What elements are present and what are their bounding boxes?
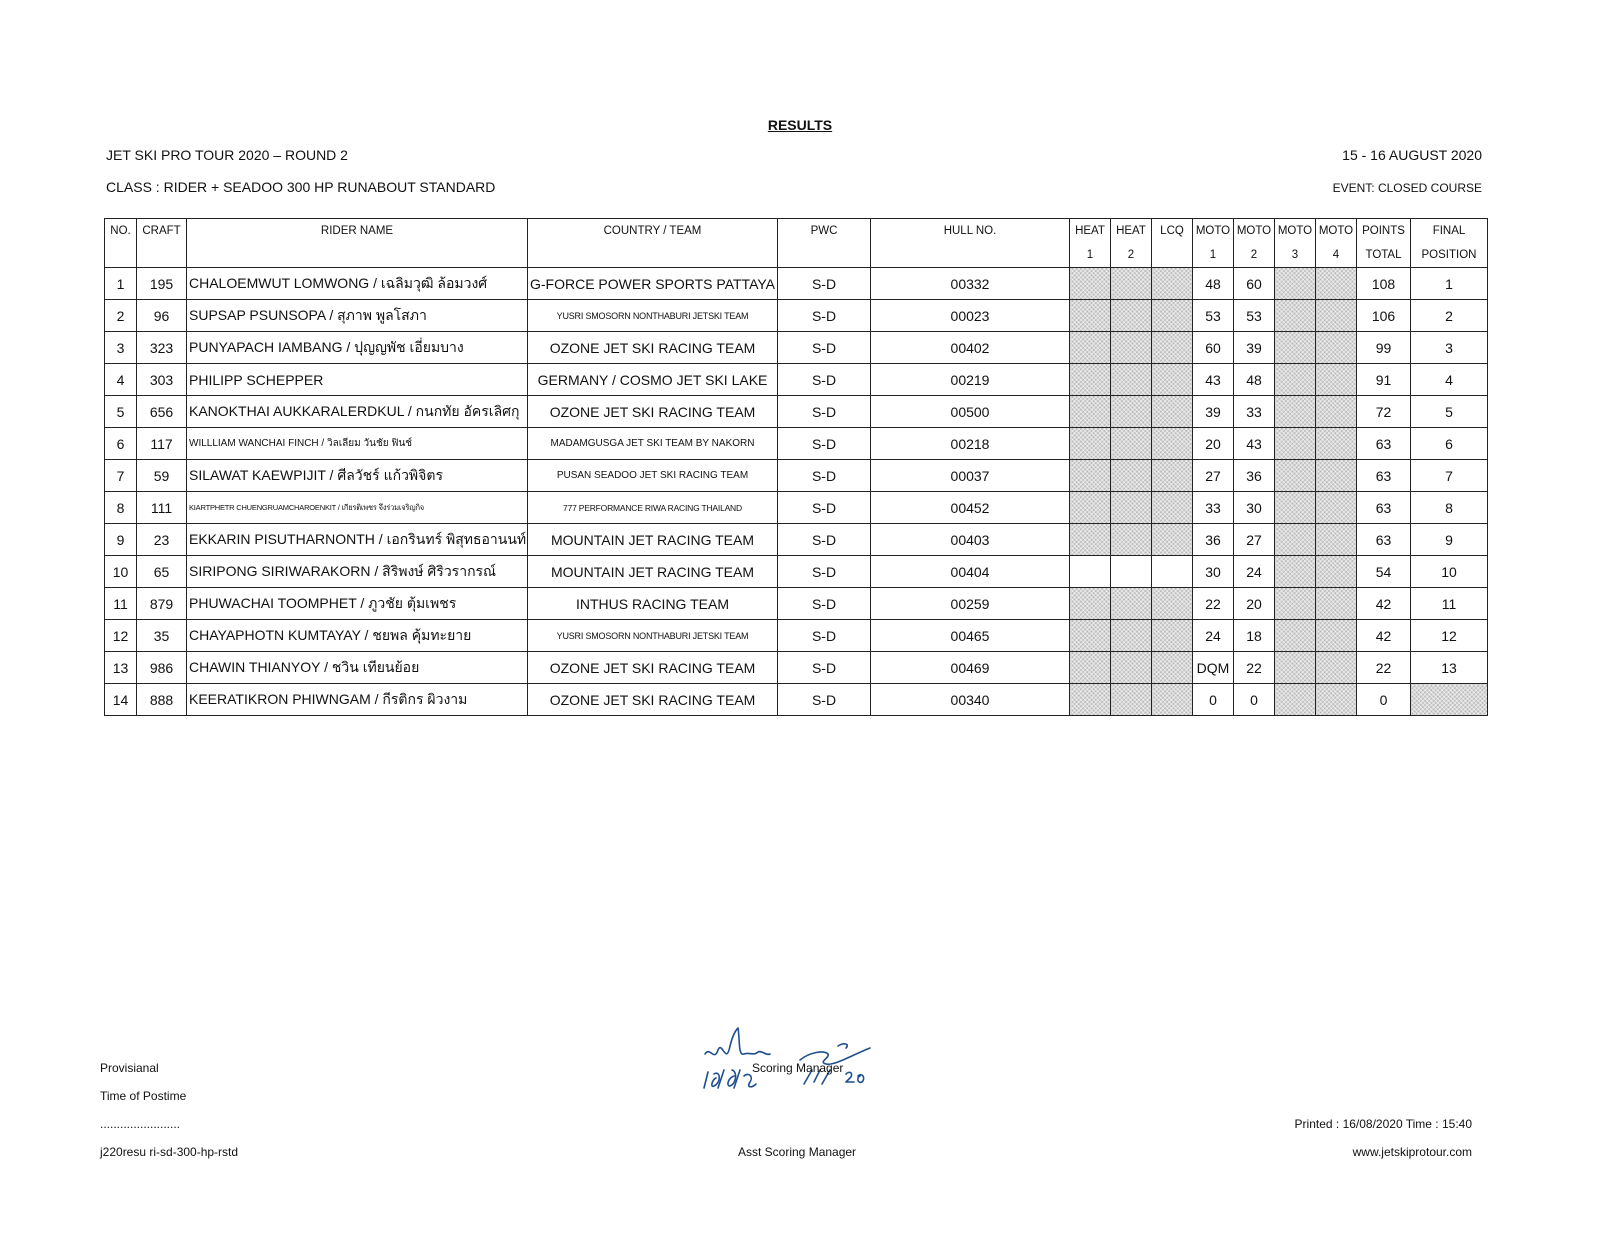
cell-moto-3 — [1275, 300, 1316, 332]
cell-moto-2: 0 — [1234, 684, 1275, 716]
cell-heat-2 — [1111, 556, 1152, 588]
header-pwc: PWC — [778, 219, 871, 244]
cell-heat-1 — [1070, 588, 1111, 620]
header-moto-1-num: 1 — [1193, 243, 1234, 268]
cell-moto-4 — [1316, 684, 1357, 716]
cell-final: 12 — [1411, 620, 1488, 652]
cell-moto-3 — [1275, 268, 1316, 300]
cell-craft: 888 — [137, 684, 187, 716]
cell-points: 42 — [1357, 620, 1411, 652]
cell-moto-3 — [1275, 332, 1316, 364]
cell-no: 6 — [105, 428, 137, 460]
table-row — [105, 556, 1488, 588]
cell-points: 63 — [1357, 460, 1411, 492]
cell-rider: PHUWACHAI TOOMPHET / ภูวชัย ตุ้มเพชร — [187, 588, 528, 620]
cell-rider: SUPSAP PSUNSOPA / สุภาพ พูลโสภา — [187, 300, 528, 332]
event-name: JET SKI PRO TOUR 2020 – ROUND 2 — [106, 147, 348, 163]
cell-points: 99 — [1357, 332, 1411, 364]
cell-hull: 00500 — [871, 396, 1070, 428]
cell-final: 7 — [1411, 460, 1488, 492]
header-heat-1: HEAT — [1070, 219, 1111, 244]
cell-points: 106 — [1357, 300, 1411, 332]
cell-final — [1411, 684, 1488, 716]
cell-final: 6 — [1411, 428, 1488, 460]
cell-craft: 195 — [137, 268, 187, 300]
cell-moto-4 — [1316, 364, 1357, 396]
cell-no: 9 — [105, 524, 137, 556]
cell-hull: 00023 — [871, 300, 1070, 332]
printed-timestamp: Printed : 16/08/2020 Time : 15:40 — [1294, 1117, 1472, 1131]
cell-hull: 00403 — [871, 524, 1070, 556]
table-row — [105, 396, 1488, 428]
cell-hull: 00465 — [871, 620, 1070, 652]
header-moto-2: MOTO — [1234, 219, 1275, 244]
table-row — [105, 684, 1488, 716]
cell-country: GERMANY / COSMO JET SKI LAKE — [528, 364, 778, 396]
header-craft: CRAFT — [137, 219, 187, 244]
cell-heat-2 — [1111, 652, 1152, 684]
cell-heat-2 — [1111, 620, 1152, 652]
event-label: EVENT: CLOSED COURSE — [1332, 181, 1482, 195]
cell-hull: 00037 — [871, 460, 1070, 492]
cell-rider: KIARTPHETR CHUENGRUAMCHAROENKIT / เกียรติเพชร จึงร่วมเจริญกิจ — [187, 492, 528, 524]
cell-moto-3 — [1275, 620, 1316, 652]
cell-lcq — [1152, 492, 1193, 524]
cell-heat-1 — [1070, 460, 1111, 492]
cell-rider: CHAWIN THIANYOY / ชวิน เทียนย้อย — [187, 652, 528, 684]
cell-points: 42 — [1357, 588, 1411, 620]
header-heat-2: HEAT — [1111, 219, 1152, 244]
cell-final: 13 — [1411, 652, 1488, 684]
cell-pwc: S-D — [778, 364, 871, 396]
cell-hull: 00340 — [871, 684, 1070, 716]
cell-moto-2: 60 — [1234, 268, 1275, 300]
cell-no: 3 — [105, 332, 137, 364]
cell-moto-3 — [1275, 428, 1316, 460]
cell-moto-3 — [1275, 492, 1316, 524]
cell-pwc: S-D — [778, 428, 871, 460]
cell-moto-2: 53 — [1234, 300, 1275, 332]
cell-craft: 656 — [137, 396, 187, 428]
cell-no: 5 — [105, 396, 137, 428]
cell-moto-4 — [1316, 492, 1357, 524]
header-no: NO. — [105, 219, 137, 244]
cell-heat-2 — [1111, 524, 1152, 556]
cell-hull: 00404 — [871, 556, 1070, 588]
cell-no: 2 — [105, 300, 137, 332]
table-row — [105, 428, 1488, 460]
header-heat-2-num: 2 — [1111, 243, 1152, 268]
cell-hull: 00218 — [871, 428, 1070, 460]
cell-heat-2 — [1111, 300, 1152, 332]
cell-heat-2 — [1111, 364, 1152, 396]
cell-hull: 00452 — [871, 492, 1070, 524]
cell-moto-1: 48 — [1193, 268, 1234, 300]
cell-moto-4 — [1316, 268, 1357, 300]
cell-points: 108 — [1357, 268, 1411, 300]
cell-no: 13 — [105, 652, 137, 684]
cell-final: 10 — [1411, 556, 1488, 588]
cell-rider: KEERATIKRON PHIWNGAM / กีรติกร ผิวงาม — [187, 684, 528, 716]
cell-moto-1: 20 — [1193, 428, 1234, 460]
cell-heat-1 — [1070, 556, 1111, 588]
asst-scoring-manager-label: Asst Scoring Manager — [738, 1145, 857, 1159]
cell-moto-4 — [1316, 428, 1357, 460]
cell-pwc: S-D — [778, 332, 871, 364]
table-row — [105, 364, 1488, 396]
header-lcq: LCQ — [1152, 219, 1193, 244]
cell-heat-2 — [1111, 492, 1152, 524]
cell-no: 7 — [105, 460, 137, 492]
cell-heat-2 — [1111, 428, 1152, 460]
cell-heat-2 — [1111, 684, 1152, 716]
cell-no: 4 — [105, 364, 137, 396]
cell-hull: 00469 — [871, 652, 1070, 684]
cell-pwc: S-D — [778, 524, 871, 556]
header-moto-4: MOTO — [1316, 219, 1357, 244]
cell-points: 63 — [1357, 428, 1411, 460]
table-row — [105, 588, 1488, 620]
cell-heat-2 — [1111, 332, 1152, 364]
cell-craft: 117 — [137, 428, 187, 460]
cell-moto-2: 43 — [1234, 428, 1275, 460]
cell-lcq — [1152, 332, 1193, 364]
cell-final: 2 — [1411, 300, 1488, 332]
cell-moto-3 — [1275, 684, 1316, 716]
class-label: CLASS : RIDER + SEADOO 300 HP RUNABOUT STANDARD — [106, 179, 496, 195]
header-moto-2-num: 2 — [1234, 243, 1275, 268]
cell-craft: 59 — [137, 460, 187, 492]
cell-heat-2 — [1111, 396, 1152, 428]
header-moto-3-num: 3 — [1275, 243, 1316, 268]
header-moto-4-num: 4 — [1316, 243, 1357, 268]
cell-lcq — [1152, 268, 1193, 300]
cell-heat-1 — [1070, 524, 1111, 556]
cell-no: 11 — [105, 588, 137, 620]
cell-moto-4 — [1316, 556, 1357, 588]
cell-heat-1 — [1070, 364, 1111, 396]
cell-lcq — [1152, 428, 1193, 460]
cell-lcq — [1152, 652, 1193, 684]
cell-moto-4 — [1316, 652, 1357, 684]
cell-rider: KANOKTHAI AUKKARALERDKUL / กนกทัย อัครเลิศกุ — [187, 396, 528, 428]
cell-craft: 96 — [137, 300, 187, 332]
cell-moto-2: 18 — [1234, 620, 1275, 652]
cell-final: 8 — [1411, 492, 1488, 524]
header-moto-3: MOTO — [1275, 219, 1316, 244]
table-row — [105, 492, 1488, 524]
cell-country: MADAMGUSGA JET SKI TEAM BY NAKORN — [528, 428, 778, 460]
cell-rider: CHAYAPHOTN KUMTAYAY / ชยพล คุ้มทะยาย — [187, 620, 528, 652]
cell-craft: 986 — [137, 652, 187, 684]
cell-points: 22 — [1357, 652, 1411, 684]
cell-rider: CHALOEMWUT LOMWONG / เฉลิมวุฒิ ล้อมวงศ์ — [187, 268, 528, 300]
cell-craft: 323 — [137, 332, 187, 364]
cell-pwc: S-D — [778, 620, 871, 652]
cell-pwc: S-D — [778, 492, 871, 524]
cell-heat-1 — [1070, 300, 1111, 332]
cell-heat-1 — [1070, 684, 1111, 716]
cell-rider: WILLLIAM WANCHAI FINCH / วิลเลียม วันชัย ฟินช์ — [187, 428, 528, 460]
cell-moto-3 — [1275, 524, 1316, 556]
cell-no: 1 — [105, 268, 137, 300]
cell-country: OZONE JET SKI RACING TEAM — [528, 652, 778, 684]
table-row — [105, 652, 1488, 684]
cell-rider: PUNYAPACH IAMBANG / ปุญญพัช เอี่ยมบาง — [187, 332, 528, 364]
cell-moto-1: 22 — [1193, 588, 1234, 620]
cell-moto-2: 30 — [1234, 492, 1275, 524]
cell-pwc: S-D — [778, 396, 871, 428]
cell-craft: 303 — [137, 364, 187, 396]
cell-moto-1: 39 — [1193, 396, 1234, 428]
header-final-position: POSITION — [1411, 243, 1488, 268]
cell-points: 0 — [1357, 684, 1411, 716]
cell-moto-2: 48 — [1234, 364, 1275, 396]
cell-heat-1 — [1070, 652, 1111, 684]
cell-moto-2: 39 — [1234, 332, 1275, 364]
cell-points: 63 — [1357, 524, 1411, 556]
cell-hull: 00219 — [871, 364, 1070, 396]
cell-moto-3 — [1275, 460, 1316, 492]
cell-heat-1 — [1070, 268, 1111, 300]
cell-country: PUSAN SEADOO JET SKI RACING TEAM — [528, 460, 778, 492]
header-heat-1-num: 1 — [1070, 243, 1111, 268]
cell-moto-2: 27 — [1234, 524, 1275, 556]
cell-moto-3 — [1275, 556, 1316, 588]
cell-final: 5 — [1411, 396, 1488, 428]
cell-country: G-FORCE POWER SPORTS PATTAYA — [528, 268, 778, 300]
cell-heat-2 — [1111, 588, 1152, 620]
table-header — [105, 219, 1488, 268]
time-of-postime-label: Time of Postime — [100, 1089, 187, 1103]
cell-heat-1 — [1070, 428, 1111, 460]
file-code: j220resu ri-sd-300-hp-rstd — [100, 1145, 239, 1159]
cell-heat-1 — [1070, 620, 1111, 652]
cell-heat-1 — [1070, 396, 1111, 428]
header-hull-no: HULL NO. — [871, 219, 1070, 244]
cell-country: OZONE JET SKI RACING TEAM — [528, 332, 778, 364]
cell-moto-4 — [1316, 396, 1357, 428]
cell-rider: EKKARIN PISUTHARNONTH / เอกรินทร์ พิสุทธอานนท์ — [187, 524, 528, 556]
cell-moto-1: 0 — [1193, 684, 1234, 716]
cell-moto-1: 24 — [1193, 620, 1234, 652]
cell-moto-1: 27 — [1193, 460, 1234, 492]
cell-lcq — [1152, 620, 1193, 652]
cell-lcq — [1152, 524, 1193, 556]
table-row — [105, 300, 1488, 332]
cell-moto-4 — [1316, 524, 1357, 556]
cell-pwc: S-D — [778, 588, 871, 620]
cell-final: 1 — [1411, 268, 1488, 300]
cell-rider: SIRIPONG SIRIWARAKORN / สิริพงษ์ ศิริวรากรณ์ — [187, 556, 528, 588]
cell-moto-1: 60 — [1193, 332, 1234, 364]
website-link[interactable]: www.jetskiprotour.com — [1352, 1145, 1472, 1159]
cell-moto-4 — [1316, 620, 1357, 652]
header-final: FINAL — [1411, 219, 1488, 244]
cell-moto-4 — [1316, 300, 1357, 332]
cell-country: YUSRI SMOSORN NONTHABURI JETSKI TEAM — [528, 620, 778, 652]
cell-points: 72 — [1357, 396, 1411, 428]
cell-no: 10 — [105, 556, 137, 588]
cell-final: 4 — [1411, 364, 1488, 396]
cell-hull: 00259 — [871, 588, 1070, 620]
cell-lcq — [1152, 556, 1193, 588]
header-points-total: TOTAL — [1357, 243, 1411, 268]
cell-moto-1: 36 — [1193, 524, 1234, 556]
cell-lcq — [1152, 460, 1193, 492]
cell-country: MOUNTAIN JET RACING TEAM — [528, 524, 778, 556]
cell-pwc: S-D — [778, 268, 871, 300]
cell-craft: 23 — [137, 524, 187, 556]
cell-moto-2: 36 — [1234, 460, 1275, 492]
page-title: RESULTS — [767, 117, 833, 133]
table-row — [105, 460, 1488, 492]
cell-heat-1 — [1070, 492, 1111, 524]
cell-no: 12 — [105, 620, 137, 652]
table-row — [105, 524, 1488, 556]
cell-craft: 35 — [137, 620, 187, 652]
cell-heat-2 — [1111, 268, 1152, 300]
cell-final: 9 — [1411, 524, 1488, 556]
cell-lcq — [1152, 684, 1193, 716]
event-date: 15 - 16 AUGUST 2020 — [1342, 147, 1482, 163]
cell-pwc: S-D — [778, 652, 871, 684]
cell-points: 63 — [1357, 492, 1411, 524]
cell-heat-2 — [1111, 460, 1152, 492]
cell-lcq — [1152, 300, 1193, 332]
results-table — [104, 218, 1488, 716]
cell-pwc: S-D — [778, 556, 871, 588]
cell-country: 777 PERFORMANCE RIWA RACING THAILAND — [528, 492, 778, 524]
cell-points: 91 — [1357, 364, 1411, 396]
scoring-manager-label: Scoring Manager — [752, 1061, 844, 1075]
cell-moto-4 — [1316, 460, 1357, 492]
cell-country: YUSRI SMOSORN NONTHABURI JETSKI TEAM — [528, 300, 778, 332]
cell-moto-2: 24 — [1234, 556, 1275, 588]
table-row — [105, 620, 1488, 652]
header-moto-1: MOTO — [1193, 219, 1234, 244]
cell-pwc: S-D — [778, 684, 871, 716]
cell-hull: 00332 — [871, 268, 1070, 300]
cell-lcq — [1152, 588, 1193, 620]
table-row — [105, 268, 1488, 300]
cell-moto-1: 30 — [1193, 556, 1234, 588]
cell-hull: 00402 — [871, 332, 1070, 364]
cell-rider: SILAWAT KAEWPIJIT / ศีลวัชร์ แก้วพิจิตร — [187, 460, 528, 492]
cell-pwc: S-D — [778, 460, 871, 492]
cell-no: 8 — [105, 492, 137, 524]
cell-country: INTHUS RACING TEAM — [528, 588, 778, 620]
cell-lcq — [1152, 396, 1193, 428]
cell-final: 3 — [1411, 332, 1488, 364]
header-country-team: COUNTRY / TEAM — [528, 219, 778, 244]
cell-country: OZONE JET SKI RACING TEAM — [528, 396, 778, 428]
cell-moto-3 — [1275, 652, 1316, 684]
cell-heat-1 — [1070, 332, 1111, 364]
cell-moto-1: 43 — [1193, 364, 1234, 396]
cell-moto-3 — [1275, 364, 1316, 396]
cell-lcq — [1152, 364, 1193, 396]
provisional-label: Provisianal — [100, 1061, 159, 1075]
cell-moto-4 — [1316, 588, 1357, 620]
cell-moto-1: 33 — [1193, 492, 1234, 524]
cell-craft: 111 — [137, 492, 187, 524]
cell-craft: 879 — [137, 588, 187, 620]
cell-craft: 65 — [137, 556, 187, 588]
cell-moto-4 — [1316, 332, 1357, 364]
cell-country: MOUNTAIN JET RACING TEAM — [528, 556, 778, 588]
cell-pwc: S-D — [778, 300, 871, 332]
cell-moto-3 — [1275, 588, 1316, 620]
header-rider-name: RIDER NAME — [187, 219, 528, 244]
cell-country: OZONE JET SKI RACING TEAM — [528, 684, 778, 716]
postime-dots: ........................ — [100, 1117, 181, 1131]
table-row — [105, 332, 1488, 364]
cell-moto-1: DQM — [1193, 652, 1234, 684]
cell-moto-3 — [1275, 396, 1316, 428]
cell-moto-2: 20 — [1234, 588, 1275, 620]
cell-moto-1: 53 — [1193, 300, 1234, 332]
cell-no: 14 — [105, 684, 137, 716]
cell-points: 54 — [1357, 556, 1411, 588]
cell-rider: PHILIPP SCHEPPER — [187, 364, 528, 396]
header-points: POINTS — [1357, 219, 1411, 244]
cell-moto-2: 33 — [1234, 396, 1275, 428]
cell-final: 11 — [1411, 588, 1488, 620]
table-body — [105, 268, 1488, 716]
cell-moto-2: 22 — [1234, 652, 1275, 684]
